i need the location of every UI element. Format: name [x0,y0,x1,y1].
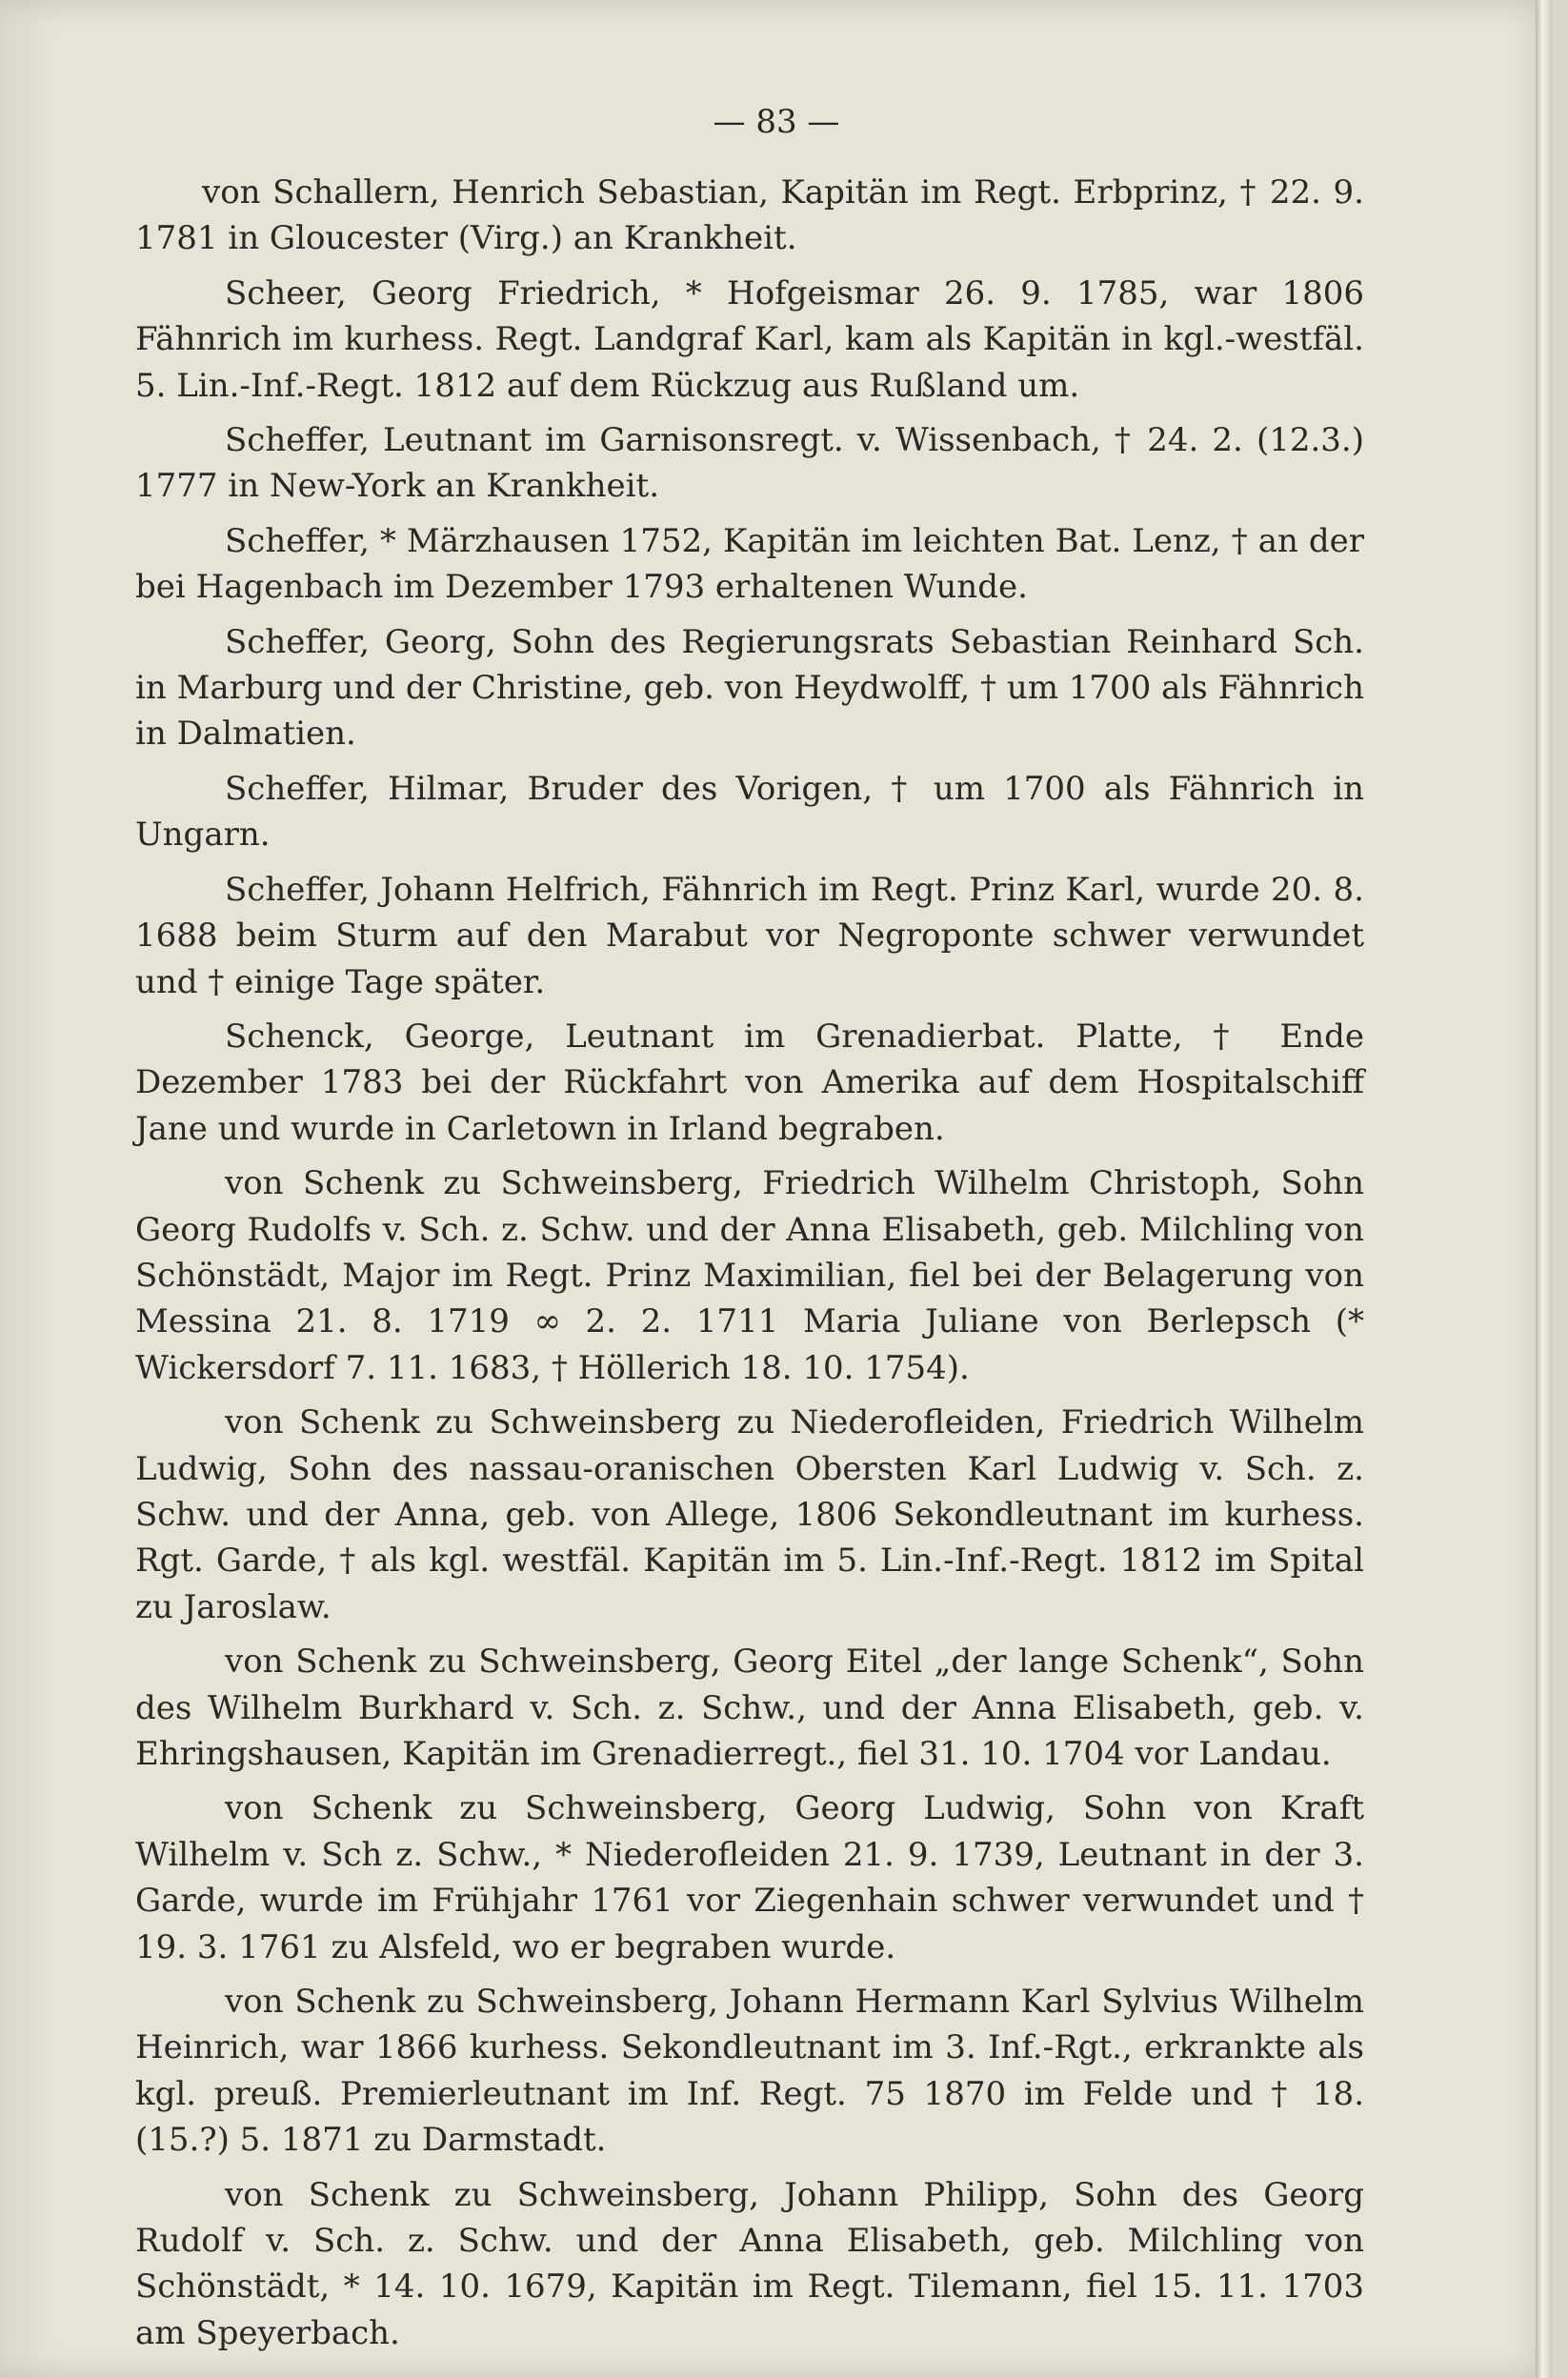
entry-paragraph: von Schenk zu Schweinsberg, Johann Hermann Karl Sylvius Wilhelm Heinrich, war 1866 kurhess. Sekondleutnant im 3. Inf.-Rgt., erkrankte als kgl. preuß. Premierleutnant im Inf. Regt. 75 1870 im Felde und † 18. (15.?) 5. 1871 zu Darmstadt. [135,1983,1364,2160]
text-block [135,170,1364,2365]
entry-paragraph: von Schenk zu Schweinsberg, Georg Eitel „der lange Schenk“, Sohn des Wilhelm Burkhard v. Sch. z. Schw., und der Anna Elisabeth, geb. v. Ehringshausen, Kapitän im Grenadierregt., fiel 31. 10. 1704 vor Landau. [135,1642,1364,1773]
entry-paragraph: von Schenk zu Schweinsberg, Georg Ludwig, Sohn von Kraft Wilhelm v. Sch z. Schw., * Niederofleiden 21. 9. 1739, Leutnant in der 3. Garde, wurde im Frühjahr 1761 vor Ziegenhain schwer verwundet und † 19. 3. 1761 zu Alsfeld, wo er begraben wurde. [135,1789,1364,1966]
entry-paragraph: Scheffer, Hilmar, Bruder des Vorigen, † um 1700 als Fähnrich in Ungarn. [135,769,1364,855]
entry-paragraph: von Schallern, Henrich Sebastian, Kapitän im Regt. Erbprinz, † 22. 9. 1781 in Gloucester (Virg.) an Krankheit. [135,173,1364,258]
entry-paragraph: von Schenk zu Schweinsberg, Friedrich Wilhelm Christoph, Sohn Georg Rudolfs v. Sch. z. Schw. und der Anna Elisabeth, geb. Milchling von Schönstädt, Major im Regt. Prinz Maximilian, fiel bei der Belagerung von Messina 21. 8. 1719 ∞ 2. 2. 1711 Maria Juliane von Berlepsch (* Wickersdorf 7. 11. 1683, † Höllerich 18. 10. 1754). [135,1164,1364,1387]
page-edge [1536,0,1553,2378]
entry-paragraph: Scheffer, Georg, Sohn des Regierungsrats Sebastian Reinhard Sch. in Marburg und der Christine, geb. von Heydwolff, † um 1700 als Fähnrich in Dalmatien. [135,622,1364,754]
entry-paragraph: von Schenk zu Schweinsberg zu Niederofleiden, Friedrich Wilhelm Ludwig, Sohn des nassau-oranischen Obersten Karl Ludwig v. Sch. z. Schw. und der Anna, geb. von Allege, 1806 Sekondleutnant im kurhess. Rgt. Garde, † als kgl. westfäl. Kapitän im 5. Lin.-Inf.-Regt. 1812 im Spital zu Jaroslaw. [135,1403,1364,1626]
entry-paragraph: Schenck, George, Leutnant im Grenadierbat. Platte, † Ende Dezember 1783 bei der Rückfahrt von Amerika auf dem Hospitalschiff Jane und wurde in Carletown in Irland begraben. [135,1017,1364,1148]
entry-paragraph: Scheffer, Leutnant im Garnisonsregt. v. Wissenbach, † 24. 2. (12.3.) 1777 in New-York an Krankheit. [135,421,1364,506]
entry-paragraph: von Schenk zu Schweinsberg, Johann Philipp, Sohn des Georg Rudolf v. Sch. z. Schw. und der Anna Elisabeth, geb. Milchling von Schönstädt, * 14. 10. 1679, Kapitän im Regt. Tilemann, fiel 15. 11. 1703 am Speyerbach. [135,2175,1364,2352]
entry-paragraph: Scheffer, Johann Helfrich, Fähnrich im Regt. Prinz Karl, wurde 20. 8. 1688 beim Sturm auf den Marabut vor Negroponte schwer verwundet und † einige Tage später. [135,870,1364,1001]
page-number: — 83 — [713,103,840,141]
entry-paragraph: Scheer, Georg Friedrich, * Hofgeismar 26. 9. 1785, war 1806 Fähnrich im kurhess. Regt. Landgraf Karl, kam als Kapitän in kgl.-westfäl. 5. Lin.-Inf.-Regt. 1812 auf dem Rückzug aus Rußland um. [135,273,1364,405]
entry-paragraph: Scheffer, * Märzhausen 1752, Kapitän im leichten Bat. Lenz, † an der bei Hagenbach im Dezember 1793 erhaltenen Wunde. [135,521,1364,607]
